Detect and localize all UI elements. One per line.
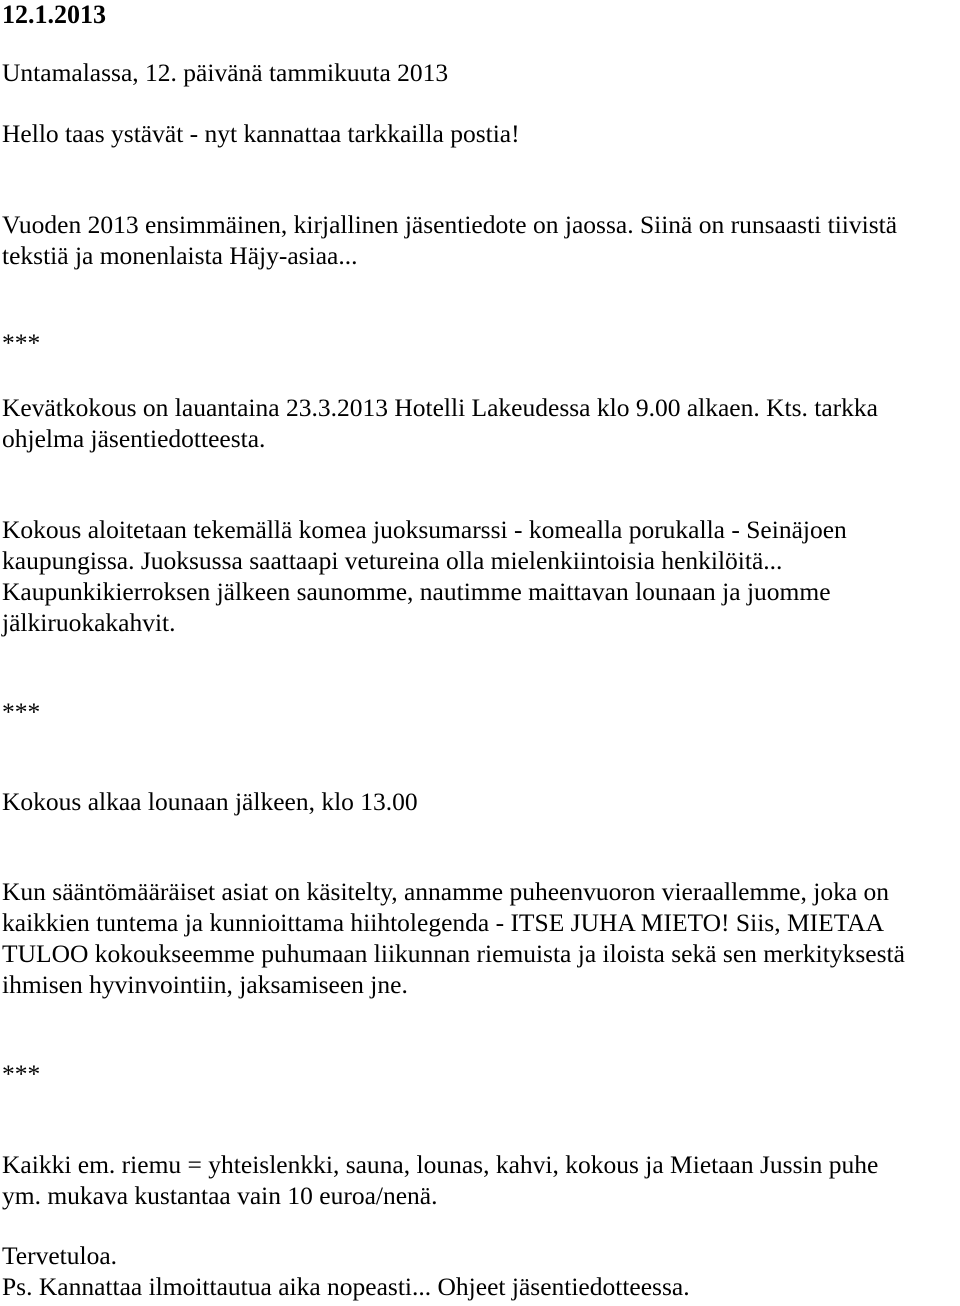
- separator: ***: [2, 328, 41, 357]
- meeting-start-line: Kokous alkaa lounaan jälkeen, klo 13.00: [2, 787, 418, 816]
- march-line: kaupungissa. Juoksussa saattaapi vetureina olla mielenkiintoisia henkilöitä...: [2, 546, 783, 575]
- speaker-line: ihmisen hyvinvointiin, jaksamiseen jne.: [2, 970, 408, 999]
- march-line: Kokous aloitetaan tekemällä komea juoksumarssi - komealla porukalla - Seinäjoen: [2, 515, 847, 544]
- march-line: jälkiruokakahvit.: [2, 608, 176, 637]
- ps-line: Ps. Kannattaa ilmoittautua aika nopeasti... Ohjeet jäsentiedotteessa.: [2, 1272, 690, 1301]
- spring-meeting-line: Kevätkokous on lauantaina 23.3.2013 Hotelli Lakeudessa klo 9.00 alkaen. Kts. tarkka: [2, 393, 878, 422]
- spring-meeting-line: ohjelma jäsentiedotteesta.: [2, 424, 266, 453]
- speaker-line: kaikkien tuntema ja kunnioittama hiihtolegenda - ITSE JUHA MIETO! Siis, MIETAA: [2, 908, 885, 937]
- separator: ***: [2, 697, 41, 726]
- welcome-line: Tervetuloa.: [2, 1241, 118, 1270]
- speaker-paragraph: [2, 876, 958, 1000]
- price-line: ym. mukava kustantaa vain 10 euroa/nenä.: [2, 1181, 438, 1210]
- place-date-line: Untamalassa, 12. päivänä tammikuuta 2013: [2, 58, 449, 87]
- speaker-line: TULOO kokoukseemme puhumaan liikunnan riemuista ja iloista sekä sen merkityksestä: [2, 939, 905, 968]
- march-line: Kaupunkikierroksen jälkeen saunomme, nautimme maittavan lounaan ja juomme: [2, 577, 831, 606]
- speaker-line: Kun sääntömääräiset asiat on käsitelty, annamme puheenvuoron vieraallemme, joka on: [2, 877, 890, 906]
- intro-line: Vuoden 2013 ensimmäinen, kirjallinen jäsentiedote on jaossa. Siinä on runsaasti tiivistä: [2, 210, 898, 239]
- date-heading: 12.1.2013: [2, 0, 106, 29]
- greeting-line: Hello taas ystävät - nyt kannattaa tarkkailla postia!: [2, 119, 520, 148]
- spring-meeting-paragraph: [2, 392, 958, 454]
- march-paragraph: [2, 514, 958, 638]
- price-line: Kaikki em. riemu = yhteislenkki, sauna, lounas, kahvi, kokous ja Mietaan Jussin puhe: [2, 1150, 879, 1179]
- separator: ***: [2, 1059, 41, 1088]
- intro-paragraph: [2, 209, 958, 271]
- price-paragraph: [2, 1149, 958, 1211]
- intro-line: tekstiä ja monenlaista Häjy-asiaa...: [2, 241, 358, 270]
